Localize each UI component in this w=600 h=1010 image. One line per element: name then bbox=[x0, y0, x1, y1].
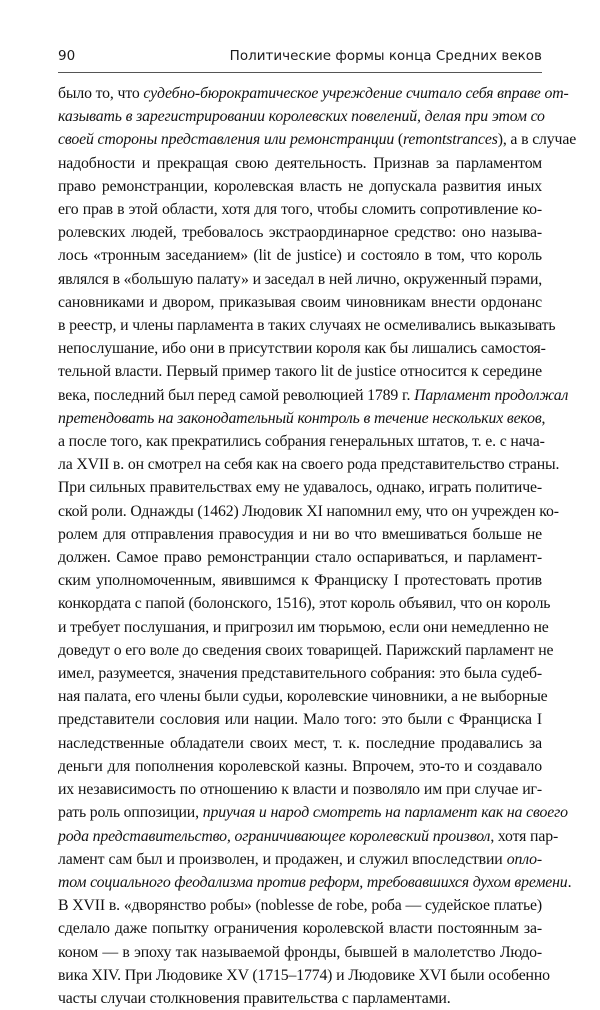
text-line bbox=[58, 198, 542, 221]
text-line bbox=[58, 708, 542, 731]
italic-run: судебно-бюрократическое учреждение считало себя вправе от- bbox=[143, 85, 569, 102]
text-run: . bbox=[567, 873, 572, 891]
text-run: , bbox=[541, 409, 546, 427]
text-run: в реестр, и члены парламента в таких случаях не осмеливались выказывать bbox=[58, 317, 556, 335]
italic-run: Парламент продолжал bbox=[414, 386, 569, 404]
text-run: его прав в этой области, хотя для того, чтобы сломить сопротивление ко- bbox=[58, 201, 542, 219]
text-run: а после того, как прекратились собрания генеральных штатов, т. е. с нача- bbox=[58, 433, 545, 451]
text-line bbox=[58, 244, 542, 267]
text-run: ролевских людей, требовалось экстраординарное средство: оно называ- bbox=[58, 224, 542, 242]
text-line bbox=[58, 778, 542, 801]
italic-run: казывать в зарегистрировании королевских повелений, делая при этом со bbox=[58, 108, 545, 126]
text-run: являлся в «большую палату» и заседал в ней лично, окруженный пэрами, bbox=[58, 270, 543, 288]
text-run: деньги для пополнения королевской казны. Впрочем, это-то и создавало bbox=[58, 757, 542, 775]
running-header bbox=[58, 44, 542, 68]
text-run: надобности и прекращая свою деятельность. Признав за парламентом bbox=[58, 154, 542, 172]
italic-run: том социального феодализма против реформ, требовавшихся духом времени bbox=[58, 873, 568, 891]
text-line bbox=[58, 592, 551, 615]
text-line bbox=[58, 639, 554, 662]
italic-run: remontstrances bbox=[403, 131, 498, 149]
text-line bbox=[58, 221, 542, 244]
text-line bbox=[58, 569, 542, 592]
text-run: тельной власти. Первый пример такого lit de justice относится к середине bbox=[58, 363, 542, 381]
text-line bbox=[58, 755, 542, 778]
text-line bbox=[58, 384, 569, 407]
text-run: В XVII в. «дворянство робы» (noblesse de robe, роба — судейское платье) bbox=[58, 897, 542, 915]
italic-run: рода представительство, ограничивающее королевский произвол bbox=[58, 827, 491, 845]
text-run: ской роли. Однажды (1462) Людовик XI напомнил ему, что он учрежден ко- bbox=[58, 502, 559, 520]
text-line bbox=[58, 105, 545, 128]
text-line bbox=[58, 430, 545, 453]
text-run: ( bbox=[394, 131, 403, 149]
text-run: сделало даже попытку ограничения королевской власти постоянным за- bbox=[58, 920, 542, 938]
text-line bbox=[58, 453, 560, 476]
text-line bbox=[58, 941, 542, 964]
text-line bbox=[58, 175, 542, 198]
header-rule bbox=[58, 72, 542, 73]
text-run: непослушание, ибо они в присутствии короля как бы лишались самостоя- bbox=[58, 340, 546, 358]
text-run: доведут о его воле до сведения своих товарищей. Парижский парламент не bbox=[58, 641, 554, 659]
text-line bbox=[58, 848, 542, 871]
text-run: ла XVII в. он смотрел на себя как на своего рода представительство страны. bbox=[58, 456, 560, 474]
text-line bbox=[58, 546, 542, 569]
text-run: ламент сам был и произволен, и продажен, и служил впоследствии bbox=[58, 850, 507, 868]
text-line bbox=[58, 685, 548, 708]
text-run: ским уполномоченным, явившимся к Франциску I протестовать против bbox=[58, 572, 542, 590]
text-run: ), а в случае bbox=[497, 131, 577, 149]
text-run: вика XIV. При Людовике XV (1715–1774) и Людовике XVI были особенно bbox=[58, 966, 550, 984]
text-line bbox=[58, 917, 542, 940]
text-run: ная палата, его члены были судьи, королевские чиновники, а не выборные bbox=[58, 688, 548, 706]
text-line bbox=[58, 314, 556, 337]
italic-run: опло- bbox=[506, 850, 542, 868]
text-run: было то, что bbox=[58, 85, 144, 102]
text-line bbox=[58, 268, 542, 291]
text-run: представители сословия или нации. Мало того: это были с Франциска I bbox=[58, 711, 542, 729]
text-line bbox=[58, 616, 549, 639]
text-line bbox=[58, 152, 542, 175]
text-line bbox=[58, 964, 550, 987]
text-line bbox=[58, 894, 542, 917]
text-run: При сильных правительствах ему не удавалось, однако, играть политиче- bbox=[58, 479, 542, 497]
text-run: сановниками и двором, приказывая своим чиновникам внести ордонанс bbox=[58, 293, 542, 311]
text-line bbox=[58, 825, 559, 848]
text-run: века, последний был перед самой революцией 1789 г. bbox=[58, 386, 415, 404]
text-run: имел, разумеется, значения представительного собрания: это была судеб- bbox=[58, 665, 542, 683]
text-run: , хотя пар- bbox=[490, 827, 559, 845]
text-run: коном — в эпоху так называемой фронды, бывшей в малолетство Людо- bbox=[58, 943, 542, 961]
text-line bbox=[58, 523, 542, 546]
text-run: лось «тронным заседанием» (lit de justice) и состояло в том, что король bbox=[58, 247, 542, 265]
text-run: право ремонстранции, королевская власть не допускала развития иных bbox=[58, 177, 542, 195]
text-run: и требует послушания, и пригрозил им тюрьмою, если они немедленно не bbox=[58, 618, 549, 636]
text-line bbox=[58, 291, 542, 314]
italic-run: приучая и народ смотреть на парламент как на своего bbox=[202, 804, 568, 822]
text-run: рать роль оппозиции, bbox=[58, 804, 203, 822]
text-run: ролем для отправления правосудия и ни во что вмешиваться больше не bbox=[58, 525, 542, 543]
text-line bbox=[58, 337, 546, 360]
italic-run: своей стороны представления или ремонстранции bbox=[58, 131, 395, 149]
italic-run: претендовать на законодательный контроль в течение нескольких веков bbox=[58, 409, 542, 427]
text-run: конкордата с папой (болонского, 1516), этот король объявил, что он король bbox=[58, 595, 551, 613]
running-title: Политические формы конца Средних веков bbox=[229, 48, 542, 64]
body-text bbox=[58, 82, 577, 1010]
text-line bbox=[58, 732, 542, 755]
page-number: 90 bbox=[58, 48, 76, 64]
text-line bbox=[58, 662, 542, 685]
text-line bbox=[58, 407, 546, 430]
text-line bbox=[58, 128, 577, 151]
text-line bbox=[58, 476, 542, 499]
text-line bbox=[58, 500, 559, 523]
text-run: часты случаи столкновения правительства с парламентами. bbox=[58, 989, 451, 1007]
text-line bbox=[58, 82, 569, 105]
text-run: наследственные обладатели своих мест, т. к. последние продавались за bbox=[58, 734, 542, 752]
text-line bbox=[58, 871, 572, 894]
text-run: их независимость по отношению к власти и позволяло им при случае иг- bbox=[58, 781, 542, 799]
text-run: должен. Самое право ремонстранции стало оспариваться, и парламент- bbox=[58, 549, 542, 567]
text-line bbox=[58, 360, 542, 383]
text-line bbox=[58, 801, 568, 824]
text-line bbox=[58, 987, 542, 1010]
